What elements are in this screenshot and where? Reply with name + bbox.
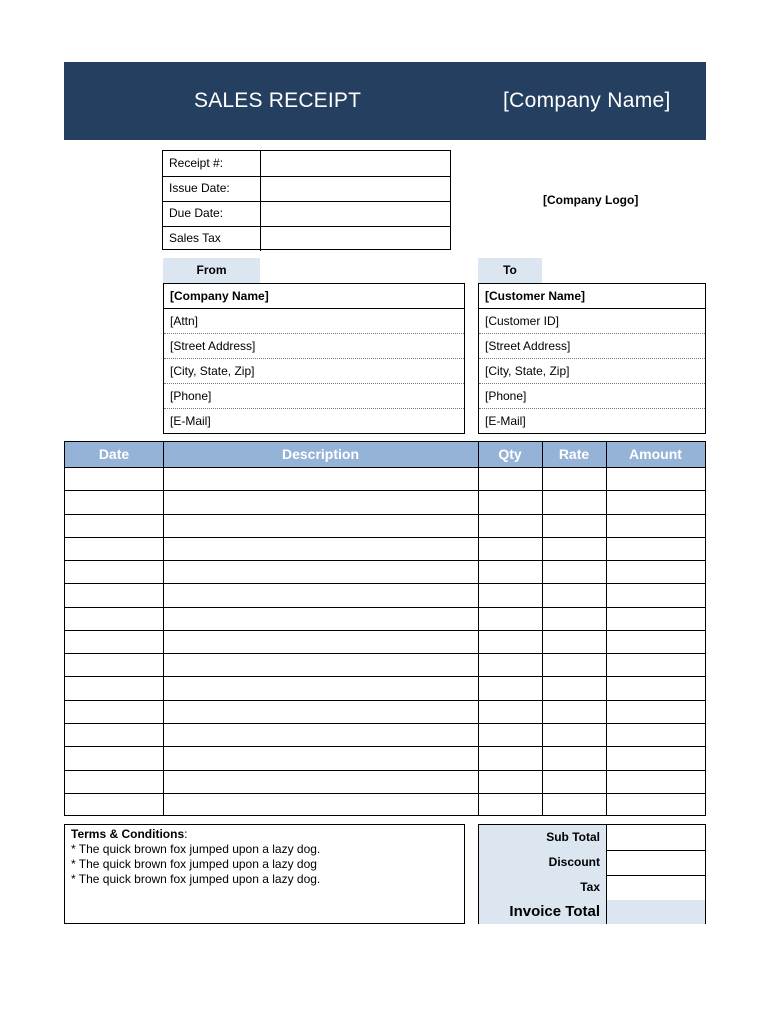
column-header-amount: Amount bbox=[629, 446, 682, 462]
line-item-date-cell[interactable] bbox=[65, 746, 163, 769]
line-item-date-cell[interactable] bbox=[65, 793, 163, 816]
due-date-row bbox=[163, 201, 450, 227]
line-item-date-cell[interactable] bbox=[65, 607, 163, 630]
line-item-qty-cell[interactable] bbox=[478, 723, 542, 746]
line-item-qty-cell[interactable] bbox=[478, 653, 542, 676]
line-item-date-cell[interactable] bbox=[65, 514, 163, 537]
line-item-qty-cell[interactable] bbox=[478, 770, 542, 793]
from-phone[interactable]: [Phone] bbox=[164, 384, 464, 409]
sales-tax-row bbox=[163, 226, 450, 251]
line-item-date-cell[interactable] bbox=[65, 583, 163, 606]
line-item-qty-cell[interactable] bbox=[478, 676, 542, 699]
line-item-rate-cell[interactable] bbox=[542, 700, 606, 723]
line-item-description-cell[interactable] bbox=[163, 746, 478, 769]
line-item-date-cell[interactable] bbox=[65, 653, 163, 676]
issue-date-label: Issue Date: bbox=[169, 181, 230, 195]
receipt-number-label: Receipt #: bbox=[169, 156, 224, 170]
line-item-rate-cell[interactable] bbox=[542, 537, 606, 560]
terms-line: * The quick brown fox jumped upon a lazy dog. bbox=[71, 872, 321, 886]
line-item-qty-cell[interactable] bbox=[478, 490, 542, 513]
column-divider bbox=[606, 442, 607, 815]
to-address-box bbox=[478, 283, 706, 434]
line-item-amount-cell[interactable] bbox=[606, 560, 705, 583]
line-item-date-cell[interactable] bbox=[65, 723, 163, 746]
line-item-rate-cell[interactable] bbox=[542, 746, 606, 769]
terms-title-colon: : bbox=[184, 827, 188, 841]
line-item-rate-cell[interactable] bbox=[542, 583, 606, 606]
line-item-rate-cell[interactable] bbox=[542, 723, 606, 746]
line-item-amount-cell[interactable] bbox=[606, 653, 705, 676]
line-item-amount-cell[interactable] bbox=[606, 537, 705, 560]
terms-title: Terms & Conditions bbox=[71, 827, 185, 841]
to-phone[interactable]: [Phone] bbox=[479, 384, 705, 409]
line-item-qty-cell[interactable] bbox=[478, 560, 542, 583]
column-divider bbox=[163, 442, 164, 815]
line-item-amount-cell[interactable] bbox=[606, 630, 705, 653]
line-item-date-cell[interactable] bbox=[65, 700, 163, 723]
line-item-amount-cell[interactable] bbox=[606, 467, 705, 490]
line-item-qty-cell[interactable] bbox=[478, 583, 542, 606]
line-item-qty-cell[interactable] bbox=[478, 793, 542, 816]
line-item-qty-cell[interactable] bbox=[478, 746, 542, 769]
from-company-name[interactable]: [Company Name] bbox=[164, 284, 464, 309]
line-item-rate-cell[interactable] bbox=[542, 793, 606, 816]
column-header-description: Description bbox=[281, 446, 359, 462]
line-item-date-cell[interactable] bbox=[65, 770, 163, 793]
line-item-description-cell[interactable] bbox=[163, 583, 478, 606]
column-divider bbox=[542, 442, 543, 815]
from-email[interactable]: [E-Mail] bbox=[170, 414, 211, 428]
line-item-description-cell[interactable] bbox=[163, 607, 478, 630]
column-header-rate: Rate bbox=[558, 446, 590, 462]
line-item-description-cell[interactable] bbox=[163, 490, 478, 513]
terms-line: * The quick brown fox jumped upon a lazy dog. bbox=[71, 842, 321, 856]
from-street-address[interactable]: [Street Address] bbox=[164, 334, 464, 359]
line-item-description-cell[interactable] bbox=[163, 630, 478, 653]
line-item-description-cell[interactable] bbox=[163, 723, 478, 746]
line-item-amount-cell[interactable] bbox=[606, 514, 705, 537]
line-item-amount-cell[interactable] bbox=[606, 607, 705, 630]
from-address-box bbox=[163, 283, 465, 434]
line-item-date-cell[interactable] bbox=[65, 467, 163, 490]
discount-value[interactable] bbox=[606, 850, 705, 875]
line-item-date-cell[interactable] bbox=[65, 560, 163, 583]
line-item-amount-cell[interactable] bbox=[606, 793, 705, 816]
line-item-date-cell[interactable] bbox=[65, 490, 163, 513]
to-customer-id[interactable]: [Customer ID] bbox=[479, 309, 705, 334]
line-item-rate-cell[interactable] bbox=[542, 770, 606, 793]
discount-row bbox=[479, 850, 705, 876]
line-item-rate-cell[interactable] bbox=[542, 490, 606, 513]
line-item-qty-cell[interactable] bbox=[478, 467, 542, 490]
company-logo-placeholder: [Company Logo] bbox=[543, 193, 639, 207]
line-items-table bbox=[64, 441, 706, 816]
from-heading: From bbox=[163, 258, 260, 283]
invoice-total-label: Invoice Total bbox=[479, 900, 606, 924]
line-item-qty-cell[interactable] bbox=[478, 607, 542, 630]
line-item-rate-cell[interactable] bbox=[542, 607, 606, 630]
line-item-date-cell[interactable] bbox=[65, 537, 163, 560]
line-item-description-cell[interactable] bbox=[163, 700, 478, 723]
discount-label: Discount bbox=[479, 850, 606, 875]
from-city-state-zip[interactable]: [City, State, Zip] bbox=[164, 359, 464, 384]
to-customer-name[interactable]: [Customer Name] bbox=[479, 284, 705, 309]
column-divider bbox=[478, 442, 479, 815]
line-item-rate-cell[interactable] bbox=[542, 676, 606, 699]
terms-and-conditions bbox=[64, 824, 465, 924]
page-title: SALES RECEIPT bbox=[194, 89, 362, 112]
line-item-amount-cell[interactable] bbox=[606, 700, 705, 723]
invoice-total-value[interactable] bbox=[606, 900, 705, 924]
line-item-description-cell[interactable] bbox=[163, 537, 478, 560]
line-item-description-cell[interactable] bbox=[163, 560, 478, 583]
tax-value[interactable] bbox=[606, 875, 705, 900]
line-item-amount-cell[interactable] bbox=[606, 676, 705, 699]
receipt-number-row bbox=[163, 151, 450, 177]
invoice-total-row bbox=[479, 900, 705, 924]
to-heading: To bbox=[478, 258, 542, 283]
sales-tax-label: Sales Tax bbox=[169, 231, 221, 245]
line-item-description-cell[interactable] bbox=[163, 676, 478, 699]
terms-line: * The quick brown fox jumped upon a lazy dog bbox=[71, 857, 317, 871]
line-item-description-cell[interactable] bbox=[163, 793, 478, 816]
totals-box bbox=[478, 824, 706, 924]
line-item-qty-cell[interactable] bbox=[478, 700, 542, 723]
line-item-amount-cell[interactable] bbox=[606, 583, 705, 606]
line-item-rate-cell[interactable] bbox=[542, 467, 606, 490]
column-header-date: Date bbox=[98, 446, 130, 462]
line-items-header bbox=[65, 442, 705, 468]
line-item-rate-cell[interactable] bbox=[542, 514, 606, 537]
to-city-state-zip[interactable]: [City, State, Zip] bbox=[479, 359, 705, 384]
line-item-qty-cell[interactable] bbox=[478, 630, 542, 653]
subtotal-row bbox=[479, 825, 705, 851]
column-header-qty: Qty bbox=[498, 446, 522, 462]
line-item-amount-cell[interactable] bbox=[606, 490, 705, 513]
subtotal-value[interactable] bbox=[606, 825, 705, 850]
due-date-label: Due Date: bbox=[169, 206, 224, 220]
line-item-amount-cell[interactable] bbox=[606, 770, 705, 793]
issue-date-row bbox=[163, 176, 450, 202]
to-email[interactable]: [E-Mail] bbox=[485, 414, 526, 428]
line-item-rate-cell[interactable] bbox=[542, 653, 606, 676]
line-item-qty-cell[interactable] bbox=[478, 537, 542, 560]
line-item-qty-cell[interactable] bbox=[478, 514, 542, 537]
line-item-amount-cell[interactable] bbox=[606, 746, 705, 769]
from-attn[interactable]: [Attn] bbox=[164, 309, 464, 334]
line-item-description-cell[interactable] bbox=[163, 653, 478, 676]
line-item-date-cell[interactable] bbox=[65, 630, 163, 653]
tax-row bbox=[479, 875, 705, 901]
tax-label: Tax bbox=[479, 875, 606, 900]
header-company-name: [Company Name] bbox=[503, 89, 671, 112]
line-item-rate-cell[interactable] bbox=[542, 560, 606, 583]
line-item-description-cell[interactable] bbox=[163, 514, 478, 537]
line-item-date-cell[interactable] bbox=[65, 676, 163, 699]
receipt-info-box bbox=[162, 150, 451, 250]
subtotal-label: Sub Total bbox=[479, 825, 606, 850]
line-item-amount-cell[interactable] bbox=[606, 723, 705, 746]
line-item-description-cell[interactable] bbox=[163, 467, 478, 490]
to-street-address[interactable]: [Street Address] bbox=[479, 334, 705, 359]
line-item-description-cell[interactable] bbox=[163, 770, 478, 793]
line-item-rate-cell[interactable] bbox=[542, 630, 606, 653]
